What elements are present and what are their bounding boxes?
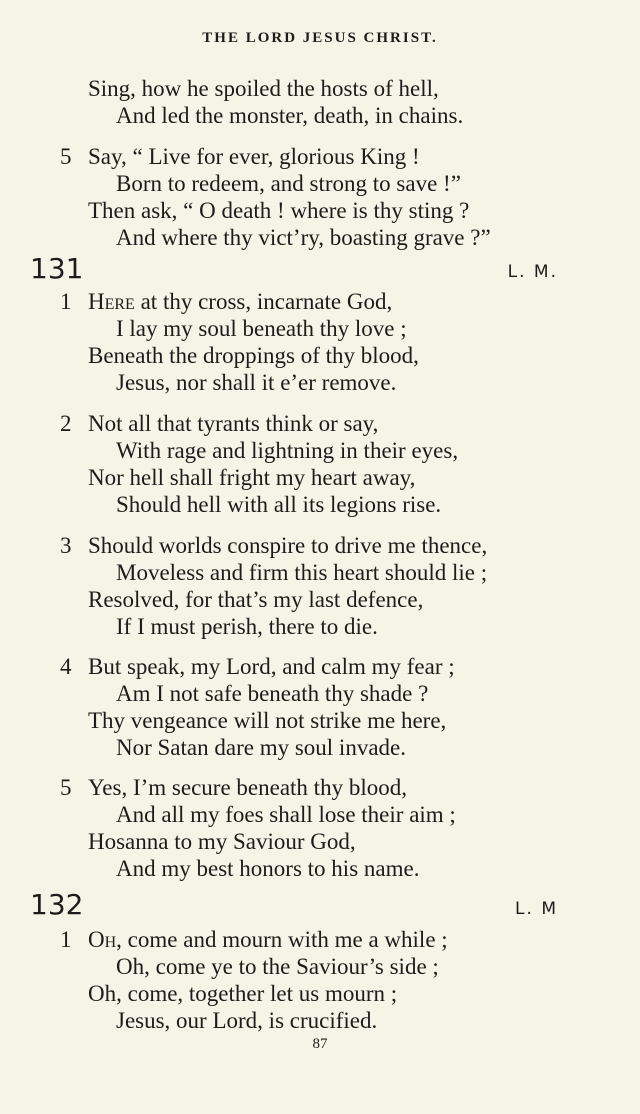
verse-line: Thy vengeance will not strike me here, [88,708,447,733]
verse-line: Beneath the droppings of thy blood, [88,343,419,368]
verse-line: Jesus, our Lord, is crucified. [116,1008,378,1033]
verse-number: 1 [60,289,72,314]
verse-first-line [88,288,392,315]
verse-line: Should worlds conspire to drive me thence, [88,533,488,558]
verse-first-line [88,926,448,953]
verse-line: Moveless and firm this heart should lie ; [116,560,488,585]
running-head: THE LORD JESUS CHRIST. [202,30,438,46]
meter-label: L. M [515,899,558,919]
initial-word: Here [88,289,135,314]
verse-line: And all my foes shall lose their aim ; [116,802,456,827]
verse-line: Not all that tyrants think or say, [88,411,379,436]
verse-line: Am I not safe beneath thy shade ? [116,681,429,706]
verse-number: 1 [60,927,72,952]
verse-line: Sing, how he spoiled the hosts of hell, [88,76,439,101]
verse-line: Resolved, for that’s my last defence, [88,587,424,612]
verse-line: With rage and lightning in their eyes, [116,438,459,463]
page-number: 87 [312,1036,328,1052]
verse-line: Then ask, “ O death ! where is thy sting ? [88,198,470,223]
meter-label: L. M. [507,262,558,282]
verse-line: Nor Satan dare my soul invade. [116,735,406,760]
verse-line: And led the monster, death, in chains. [116,103,464,128]
verse-line: Say, “ Live for ever, glorious King ! [88,144,420,169]
verse-number: 4 [60,654,72,679]
verse-line: Should hell with all its legions rise. [116,492,442,517]
verse-line-rest: come and mourn with me a while ; [121,927,448,952]
verse-line: I lay my soul beneath thy love ; [116,316,407,341]
verse-number: 5 [60,775,72,800]
verse-line: Jesus, nor shall it e’er remove. [116,370,397,395]
verse-line: Oh, come ye to the Saviour’s side ; [116,954,439,979]
verse-number: 5 [60,144,72,169]
verse-line: Oh, come, together let us mourn ; [88,981,398,1006]
verse-line-rest: at thy cross, incarnate God, [134,289,393,314]
hymn-number: 132 [30,888,84,921]
verse-line: But speak, my Lord, and calm my fear ; [88,654,455,679]
verse-line: If I must perish, there to die. [116,614,378,639]
initial-word: Oh, [88,927,122,952]
verse-line: Born to redeem, and strong to save !” [116,171,461,196]
verse-line: And where thy vict’ry, boasting grave ?” [116,225,491,250]
verse-line: Nor hell shall fright my heart away, [88,465,416,490]
verse-line: Yes, I’m secure beneath thy blood, [88,775,407,800]
hymn-number: 131 [30,252,84,285]
verse-line: Hosanna to my Saviour God, [88,829,356,854]
verse-number: 3 [60,533,72,558]
verse-line: And my best honors to his name. [116,856,420,881]
verse-number: 2 [60,411,72,436]
